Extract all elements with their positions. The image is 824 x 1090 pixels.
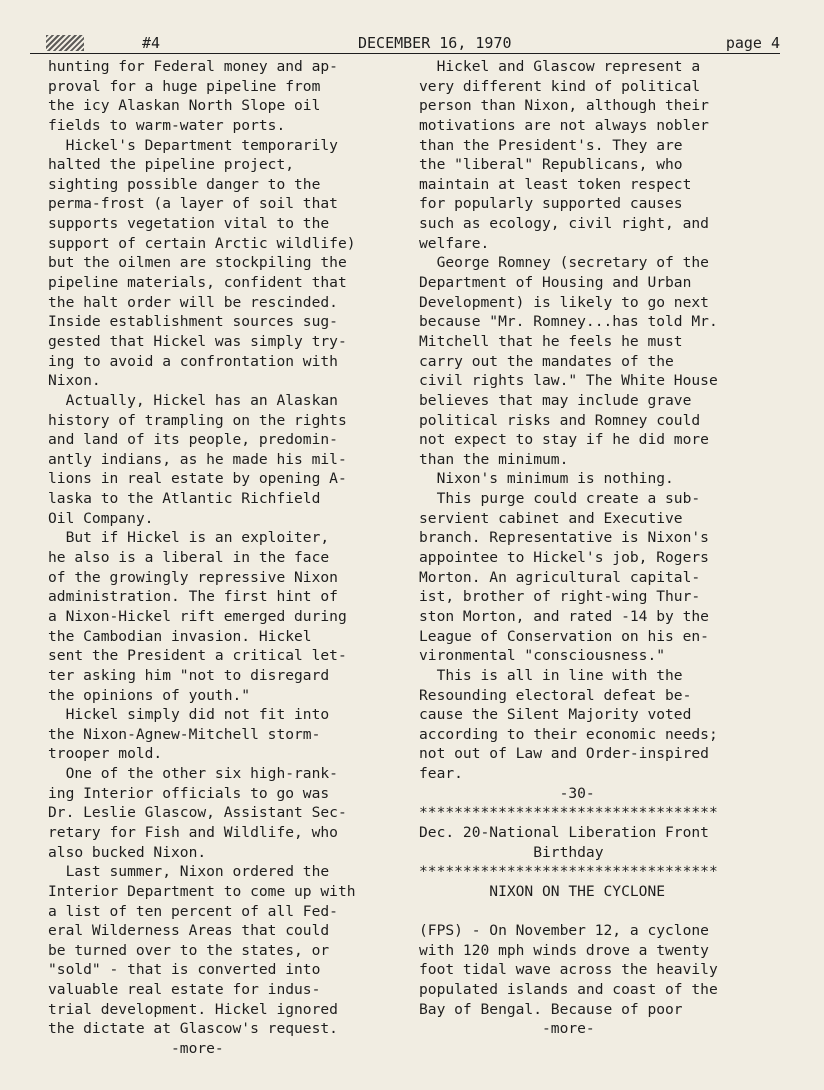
text-line: the icy Alaskan North Slope oil xyxy=(48,97,321,115)
text-line: a list of ten percent of all Fed- xyxy=(48,902,338,920)
text-line: appointee to Hickel's job, Rogers xyxy=(419,549,709,567)
page-number: page 4 xyxy=(725,34,780,52)
text-line: eral Wilderness Areas that could xyxy=(48,922,330,940)
text-line: populated islands and coast of the xyxy=(419,981,718,999)
header-rule xyxy=(30,53,780,54)
text-line: Dec. 20-National Liberation Front xyxy=(419,823,709,841)
text-line: the halt order will be rescinded. xyxy=(48,293,338,311)
left-column xyxy=(48,57,410,1059)
text-line: vironmental "consciousness." xyxy=(419,647,666,665)
text-line: Development) is likely to go next xyxy=(419,293,709,311)
text-line: a Nixon-Hickel rift emerged during xyxy=(48,607,347,625)
text-line: support of certain Arctic wildlife) xyxy=(48,234,356,252)
text-line: ********************************** xyxy=(419,804,718,822)
text-line: Interior Department to come up with xyxy=(48,882,356,900)
text-line: ter asking him "not to disregard xyxy=(48,666,330,684)
text-line: be turned over to the states, or xyxy=(48,941,330,959)
text-line: the dictate at Glascow's request. xyxy=(48,1020,338,1038)
text-line: but the oilmen are stockpiling the xyxy=(48,254,347,272)
text-line: George Romney (secretary of the xyxy=(419,254,709,272)
text-line: lions in real estate by opening A- xyxy=(48,470,347,488)
text-line: he also is a liberal in the face xyxy=(48,549,330,567)
issue-date: DECEMBER 16, 1970 xyxy=(358,34,512,52)
text-line: ston Morton, and rated -14 by the xyxy=(419,607,709,625)
page-header xyxy=(30,34,780,54)
text-line: civil rights law." The White House xyxy=(419,372,718,390)
text-line: political risks and Romney could xyxy=(419,411,701,429)
text-line: not out of Law and Order-inspired xyxy=(419,745,709,763)
text-line: servient cabinet and Executive xyxy=(419,509,683,527)
text-line: trooper mold. xyxy=(48,745,163,763)
text-line: hunting for Federal money and ap- xyxy=(48,58,338,75)
text-line: person than Nixon, although their xyxy=(419,97,709,115)
blank-line xyxy=(419,902,775,922)
text-line: cause the Silent Majority voted xyxy=(419,706,692,724)
text-line: Inside establishment sources sug- xyxy=(48,313,338,331)
text-line: Actually, Hickel has an Alaskan xyxy=(48,391,338,409)
text-line: Mitchell that he feels he must xyxy=(419,332,683,350)
text-line: ing Interior officials to go was xyxy=(48,784,330,802)
text-line: administration. The first hint of xyxy=(48,588,338,606)
masthead-logo-mark xyxy=(46,35,84,51)
right-column xyxy=(419,57,775,1039)
text-line: of the growingly repressive Nixon xyxy=(48,568,338,586)
text-line: maintain at least token respect xyxy=(419,175,692,193)
text-line: pipeline materials, confident that xyxy=(48,274,347,292)
text-line: welfare. xyxy=(419,234,490,252)
text-line: the Cambodian invasion. Hickel xyxy=(48,627,312,645)
text-line: sighting possible danger to the xyxy=(48,175,321,193)
text-line: Nixon. xyxy=(48,372,101,390)
text-line: Hickel simply did not fit into xyxy=(48,706,330,724)
text-line: carry out the mandates of the xyxy=(419,352,674,370)
text-line: than the minimum. xyxy=(419,450,569,468)
text-line: than the President's. They are xyxy=(419,136,683,154)
text-line: Oil Company. xyxy=(48,509,154,527)
text-line: But if Hickel is an exploiter, xyxy=(48,529,330,547)
text-line: perma-frost (a layer of soil that xyxy=(48,195,338,213)
text-line: motivations are not always nobler xyxy=(419,116,709,134)
text-line: trial development. Hickel ignored xyxy=(48,1000,338,1018)
text-line: One of the other six high-rank- xyxy=(48,765,338,783)
text-line: branch. Representative is Nixon's xyxy=(419,529,709,547)
text-line: believes that may include grave xyxy=(419,391,692,409)
text-line: Birthday xyxy=(419,843,604,861)
text-line: antly indians, as he made his mil- xyxy=(48,450,347,468)
text-line: retary for Fish and Wildlife, who xyxy=(48,823,338,841)
text-line: Nixon's minimum is nothing. xyxy=(419,470,674,488)
text-line: This is all in line with the xyxy=(419,666,683,684)
text-line: ing to avoid a confrontation with xyxy=(48,352,338,370)
text-line: NIXON ON THE CYCLONE xyxy=(419,882,666,900)
text-line: (FPS) - On November 12, a cyclone xyxy=(419,922,709,940)
text-line: because "Mr. Romney...has told Mr. xyxy=(419,313,718,331)
text-line: the Nixon-Agnew-Mitchell storm- xyxy=(48,725,321,743)
text-line: Hickel and Glascow represent a xyxy=(419,58,701,75)
text-line: Last summer, Nixon ordered the xyxy=(48,863,330,881)
text-line: for popularly supported causes xyxy=(419,195,683,213)
text-line: Hickel's Department temporarily xyxy=(48,136,338,154)
text-line: the opinions of youth." xyxy=(48,686,251,704)
text-line: fear. xyxy=(419,765,463,783)
text-line: proval for a huge pipeline from xyxy=(48,77,321,95)
text-line: supports vegetation vital to the xyxy=(48,215,330,233)
text-line: and land of its people, predomin- xyxy=(48,431,338,449)
text-line: Dr. Leslie Glascow, Assistant Sec- xyxy=(48,804,347,822)
issue-number: #4 xyxy=(142,34,161,52)
text-line: ********************************** xyxy=(419,863,718,881)
text-line: not expect to stay if he did more xyxy=(419,431,709,449)
text-line: fields to warm-water ports. xyxy=(48,116,286,134)
text-line: -more- xyxy=(48,1040,224,1058)
text-line: "sold" - that is converted into xyxy=(48,961,321,979)
text-line: with 120 mph winds drove a twenty xyxy=(419,941,709,959)
text-line: the "liberal" Republicans, who xyxy=(419,156,683,174)
text-line: halted the pipeline project, xyxy=(48,156,295,174)
text-line: League of Conservation on his en- xyxy=(419,627,709,645)
text-line: according to their economic needs; xyxy=(419,725,718,743)
text-line: laska to the Atlantic Richfield xyxy=(48,490,321,508)
text-line: This purge could create a sub- xyxy=(419,490,701,508)
text-line: valuable real estate for indus- xyxy=(48,981,321,999)
text-line: Resounding electoral defeat be- xyxy=(419,686,692,704)
text-line: history of trampling on the rights xyxy=(48,411,347,429)
text-line: very different kind of political xyxy=(419,77,701,95)
text-line: Morton. An agricultural capital- xyxy=(419,568,701,586)
text-line: ist, brother of right-wing Thur- xyxy=(419,588,701,606)
text-line: Department of Housing and Urban xyxy=(419,274,692,292)
text-line: Bay of Bengal. Because of poor xyxy=(419,1000,683,1018)
text-line: such as ecology, civil right, and xyxy=(419,215,709,233)
text-line: sent the President a critical let- xyxy=(48,647,347,665)
text-line: gested that Hickel was simply try- xyxy=(48,332,347,350)
text-line: -30- xyxy=(419,784,595,802)
text-line: foot tidal wave across the heavily xyxy=(419,961,718,979)
text-line: -more- xyxy=(419,1020,595,1038)
text-line: also bucked Nixon. xyxy=(48,843,207,861)
